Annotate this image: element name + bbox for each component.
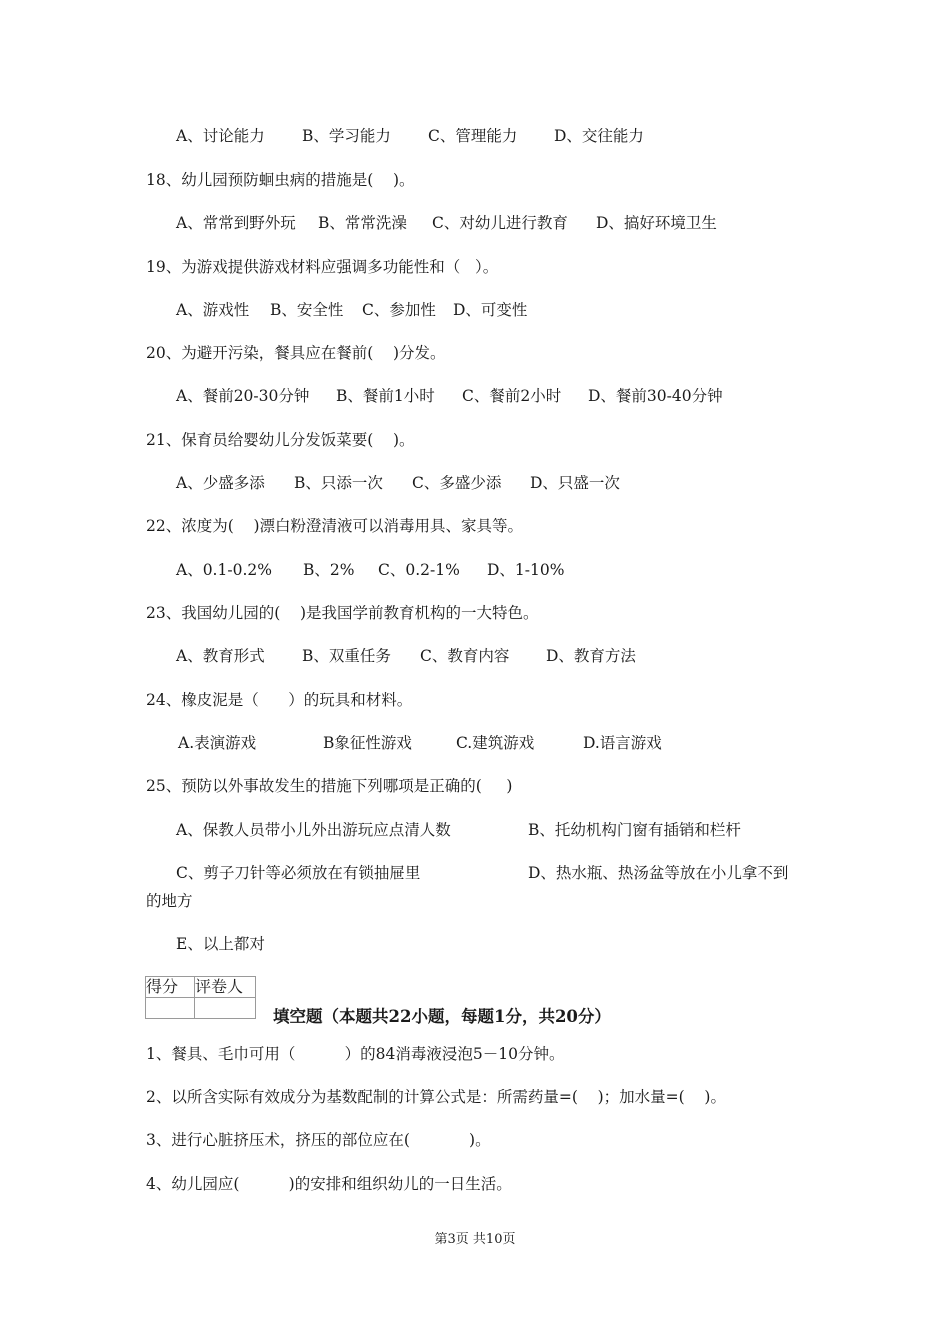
fill-question-3: 3、进行心脏挤压术，挤压的部位应在( )。 bbox=[146, 1131, 491, 1149]
option-24-b: B象征性游戏 bbox=[323, 734, 412, 752]
option-20-c: C、餐前2小时 bbox=[462, 387, 562, 405]
question-22: 22、浓度为( )漂白粉澄清液可以消毒用具、家具等。 bbox=[146, 517, 524, 535]
fill-question-4: 4、幼儿园应( )的安排和组织幼儿的一日生活。 bbox=[146, 1175, 512, 1193]
score-table bbox=[145, 976, 256, 1019]
option-21-b: B、只添一次 bbox=[294, 474, 383, 492]
option-19-c: C、参加性 bbox=[362, 301, 436, 319]
option-23-a: A、教育形式 bbox=[176, 647, 265, 665]
option-20-b: B、餐前1小时 bbox=[336, 387, 435, 405]
option-23-d: D、教育方法 bbox=[546, 647, 636, 665]
option-25-a: A、保教人员带小儿外出游玩应点清人数 bbox=[176, 821, 451, 839]
option-23-c: C、教育内容 bbox=[420, 647, 510, 665]
option-25-b: B、托幼机构门窗有插销和栏杆 bbox=[528, 821, 741, 839]
fill-question-1: 1、餐具、毛巾可用（ ）的84消毒液浸泡5－10分钟。 bbox=[146, 1045, 565, 1063]
fill-question-2: 2、以所含实际有效成分为基数配制的计算公式是：所需药量=( )；加水量=( )。 bbox=[146, 1088, 726, 1106]
option-21-a: A、少盛多添 bbox=[176, 474, 265, 492]
score-label: 得分 bbox=[146, 977, 195, 998]
option-17-b: B、学习能力 bbox=[302, 127, 391, 145]
question-25: 25、预防以外事故发生的措施下列哪项是正确的( ) bbox=[146, 777, 513, 795]
option-21-c: C、多盛少添 bbox=[412, 474, 502, 492]
option-18-b: B、常常洗澡 bbox=[318, 214, 407, 232]
section-title: 填空题（本题共22小题，每题1分，共20分） bbox=[273, 1007, 611, 1026]
option-18-a: A、常常到野外玩 bbox=[176, 214, 296, 232]
option-25-c: C、剪子刀针等必须放在有锁抽屉里 bbox=[176, 864, 421, 882]
option-22-b: B、2% bbox=[303, 561, 355, 579]
grader-cell[interactable] bbox=[195, 998, 256, 1019]
option-22-d: D、1-10% bbox=[487, 561, 565, 579]
option-19-d: D、可变性 bbox=[453, 301, 528, 319]
question-20: 20、为避开污染，餐具应在餐前( )分发。 bbox=[146, 344, 446, 362]
question-18: 18、幼儿园预防蛔虫病的措施是( )。 bbox=[146, 171, 415, 189]
option-22-a: A、0.1-0.2% bbox=[176, 561, 272, 579]
option-18-c: C、对幼儿进行教育 bbox=[432, 214, 568, 232]
option-25-d-continued: 的地方 bbox=[146, 892, 193, 910]
question-21: 21、保育员给婴幼儿分发饭菜要( )。 bbox=[146, 431, 415, 449]
question-24: 24、橡皮泥是（ ）的玩具和材料。 bbox=[146, 691, 413, 709]
score-cell[interactable] bbox=[146, 998, 195, 1019]
option-25-d: D、热水瓶、热汤盆等放在小儿拿不到 bbox=[528, 864, 789, 882]
question-19: 19、为游戏提供游戏材料应强调多功能性和（ ）。 bbox=[146, 258, 499, 276]
option-24-d: D.语言游戏 bbox=[583, 734, 662, 752]
option-21-d: D、只盛一次 bbox=[530, 474, 620, 492]
question-23: 23、我国幼儿园的( )是我国学前教育机构的一大特色。 bbox=[146, 604, 539, 622]
option-17-c: C、管理能力 bbox=[428, 127, 518, 145]
grader-label: 评卷人 bbox=[195, 977, 256, 998]
option-24-c: C.建筑游戏 bbox=[456, 734, 535, 752]
option-18-d: D、搞好环境卫生 bbox=[596, 214, 717, 232]
option-19-a: A、游戏性 bbox=[176, 301, 250, 319]
option-22-c: C、0.2-1% bbox=[378, 561, 460, 579]
option-23-b: B、双重任务 bbox=[302, 647, 391, 665]
option-19-b: B、安全性 bbox=[270, 301, 344, 319]
option-20-d: D、餐前30-40分钟 bbox=[588, 387, 723, 405]
option-24-a: A.表演游戏 bbox=[178, 734, 257, 752]
option-25-e: E、以上都对 bbox=[176, 935, 265, 953]
option-20-a: A、餐前20-30分钟 bbox=[176, 387, 310, 405]
option-17-a: A、讨论能力 bbox=[176, 127, 265, 145]
option-17-d: D、交往能力 bbox=[554, 127, 644, 145]
page-footer: 第3页 共10页 bbox=[434, 1232, 516, 1247]
